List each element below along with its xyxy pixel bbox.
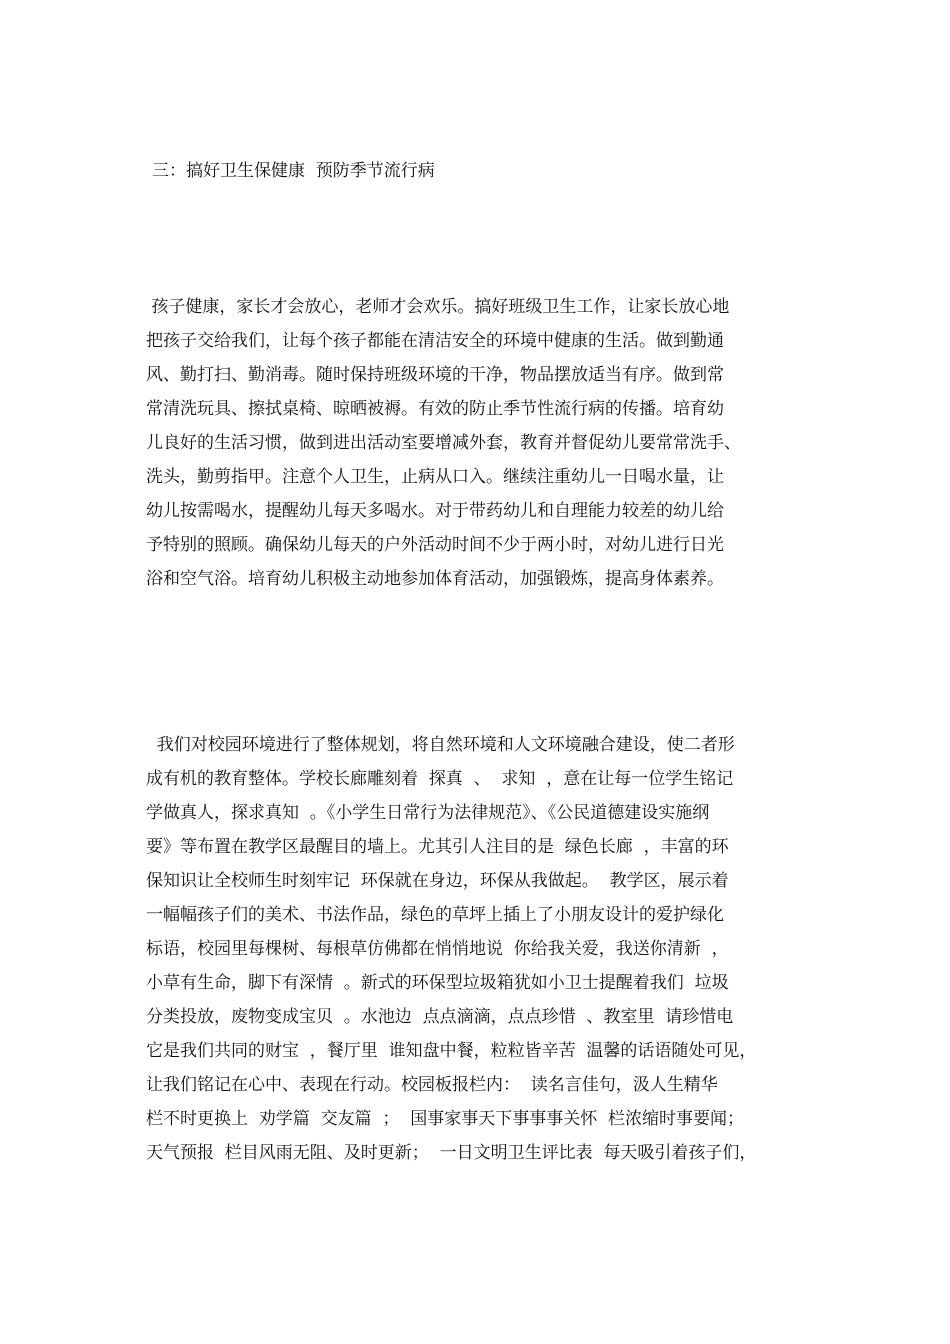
- text-line: 我们对校园环境进行了整体规划，将自然环境和人文环境融合建设，使二者形: [146, 735, 735, 755]
- text-line: 洗头，勤剪指甲。注意个人卫生，止病从口入。继续注重幼儿一日喝水量，让: [146, 467, 724, 487]
- text-line: 成有机的教育整体。学校长廊雕刻着 探真 、 求知 ，意在让每一位学生铭记: [146, 769, 734, 789]
- text-line: 分类投放，废物变成宝贝 。水池边 点点滴滴，点点珍惜 、教室里 请珍惜电: [146, 1007, 734, 1027]
- text-line: 学做真人，探求真知 。《小学生日常行为法律规范》、《公民道德建设实施纲: [146, 803, 710, 823]
- text-line: 一幅幅孩子们的美术、书法作品，绿色的草坪上插上了小朋友设计的爱护绿化: [146, 905, 724, 925]
- text-line: 让我们铭记在心中、表现在行动。校园板报栏内： 读名言佳句，汲人生精华: [146, 1075, 718, 1095]
- text-line: 浴和空气浴。培育幼儿积极主动地参加体育活动，加强锻炼，提高身体素养。: [146, 569, 724, 589]
- paragraph-health: [146, 294, 826, 600]
- text-line: 把孩子交给我们，让每个孩子都能在清洁安全的环境中健康的生活。做到勤通: [146, 331, 724, 351]
- text-line: 儿良好的生活习惯，做到进出活动室要增减外套，教育并督促幼儿要常常洗手、: [146, 433, 741, 453]
- text-line: 保知识让全校师生时刻牢记 环保就在身边，环保从我做起。 教学区，展示着: [146, 871, 729, 891]
- text-line: 栏不时更换上 劝学篇 交友篇 ； 国事家事天下事事事关怀 栏浓缩时事要闻；: [146, 1109, 745, 1129]
- text-line: 风、勤打扫、勤消毒。随时保持班级环境的干净，物品摆放适当有序。做到常: [146, 365, 724, 385]
- section-heading: 三：搞好卫生保健康 预防季节流行病: [152, 161, 435, 181]
- text-line: 小草有生命，脚下有深情 。新式的环保型垃圾箱犹如小卫士提醒着我们 垃圾: [146, 973, 729, 993]
- text-line: 标语，校园里每棵树、每根草仿佛都在悄悄地说 你给我关爱，我送你清新 ，: [146, 939, 729, 959]
- text-line: 要》等布置在教学区最醒目的墙上。尤其引人注目的是 绿色长廊 ，丰富的环: [146, 837, 729, 857]
- text-line: 予特别的照顾。确保幼儿每天的户外活动时间不少于两小时，对幼儿进行日光: [146, 535, 724, 555]
- paragraph-campus-environment: [146, 732, 826, 1174]
- text-line: 常清洗玩具、擦拭桌椅、晾晒被褥。有效的防止季节性流行病的传播。培育幼: [146, 399, 724, 419]
- text-line: 幼儿按需喝水，提醒幼儿每天多喝水。对于带药幼儿和自理能力较差的幼儿给: [146, 501, 724, 521]
- text-line: 它是我们共同的财宝 ，餐厅里 谁知盘中餐，粒粒皆辛苦 温馨的话语随处可见，: [146, 1041, 757, 1061]
- text-line: 孩子健康，家长才会放心，老师才会欢乐。搞好班级卫生工作，让家长放心地: [146, 297, 730, 317]
- text-line: 天气预报 栏目风雨无阻、及时更新； 一日文明卫生评比表 每天吸引着孩子们，: [146, 1143, 757, 1163]
